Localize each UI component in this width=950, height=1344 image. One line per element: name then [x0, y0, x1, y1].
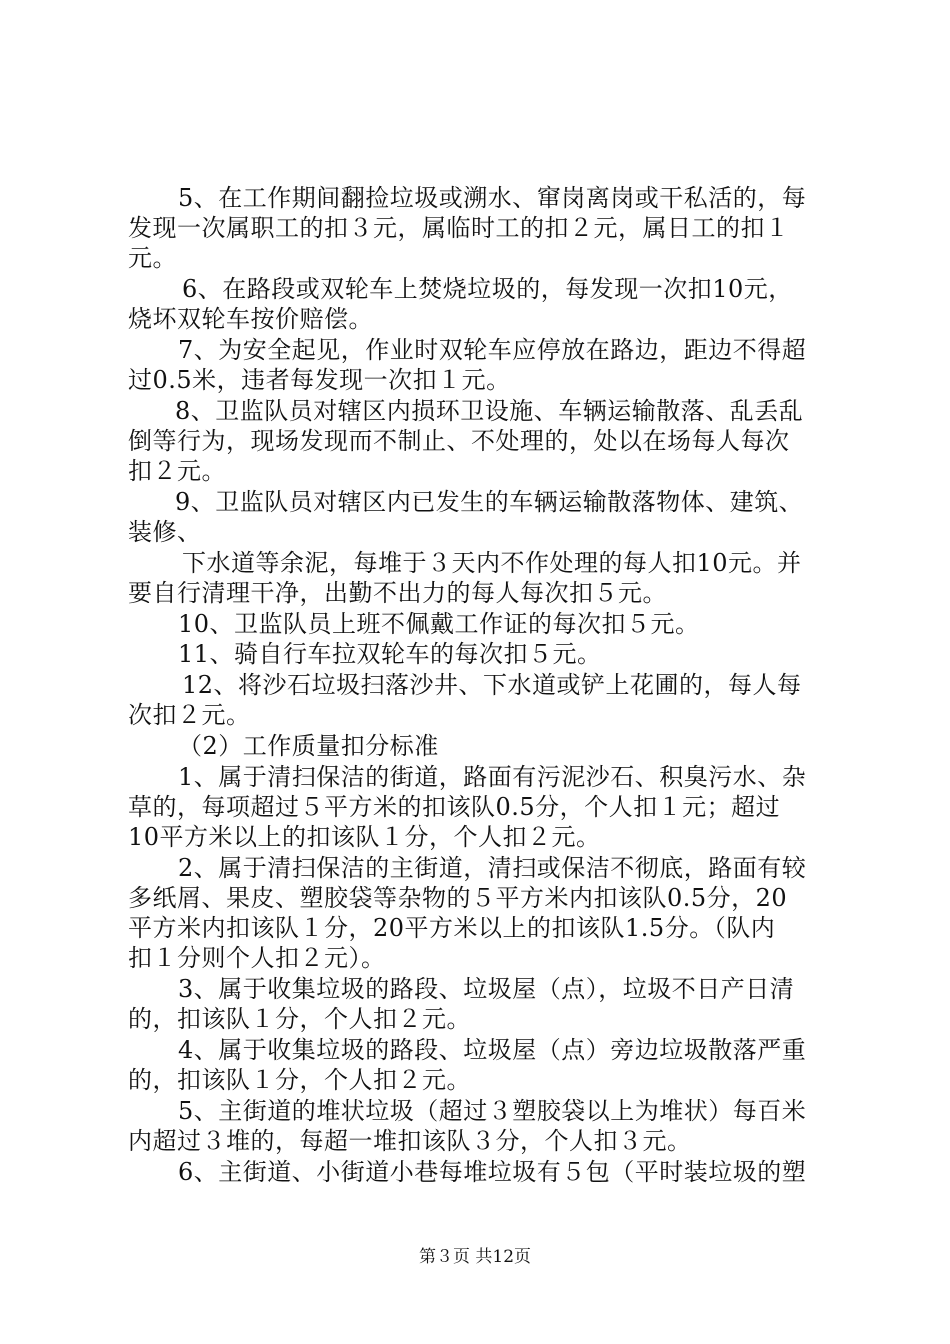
- text-line: 要自行清理干净，出勤不出力的每人每次扣５元。: [128, 579, 667, 607]
- text-line: 5、主街道的堆状垃圾（超过３塑胶袋以上为堆状）每百米: [178, 1097, 807, 1125]
- text-line: 平方米内扣该队１分，20平方米以上的扣该队1.5分。（队内: [128, 914, 776, 942]
- text-line: 内超过３堆的，每超一堆扣该队３分，个人扣３元。: [128, 1127, 692, 1155]
- text-line: 2、属于清扫保洁的主街道，清扫或保洁不彻底，路面有较: [178, 854, 807, 882]
- text-line: 草的，每项超过５平方米的扣该队0.5分，个人扣１元；超过: [128, 793, 781, 821]
- text-line: 的，扣该队１分，个人扣２元。: [128, 1066, 471, 1094]
- text-line: 多纸屑、果皮、塑胶袋等杂物的５平方米内扣该队0.5分，20: [128, 884, 788, 912]
- page-footer: 第３页 共12页: [418, 1247, 532, 1267]
- text-line: 10、卫监队员上班不佩戴工作证的每次扣５元。: [178, 610, 700, 638]
- text-line: 下水道等余泥，每堆于３天内不作处理的每人扣10元。并: [182, 549, 802, 577]
- text-line: 3、属于收集垃圾的路段、垃圾屋（点），垃圾不日产日清: [178, 975, 795, 1003]
- text-line: 的，扣该队１分，个人扣２元。: [128, 1005, 471, 1033]
- text-line: 扣１分则个人扣２元）。: [128, 944, 386, 972]
- text-line: 倒等行为，现场发现而不制止、不处理的，处以在场每人每次: [128, 427, 790, 455]
- text-line: 装修、: [128, 518, 202, 546]
- text-line: 发现一次属职工的扣３元，属临时工的扣２元，属日工的扣１: [128, 214, 790, 242]
- text-line: 次扣２元。: [128, 701, 251, 729]
- text-line: 9、卫监队员对辖区内已发生的车辆运输散落物体、建筑、: [175, 488, 804, 516]
- text-line: 6、在路段或双轮车上焚烧垃圾的，每发现一次扣10元，: [182, 275, 793, 303]
- text-line: 过0.5米，违者每发现一次扣１元。: [128, 366, 511, 394]
- text-line: 10平方米以上的扣该队１分，个人扣２元。: [128, 823, 601, 851]
- text-line: 12、将沙石垃圾扫落沙井、下水道或铲上花圃的，每人每: [182, 671, 802, 699]
- text-line: 8、卫监队员对辖区内损环卫设施、车辆运输散落、乱丢乱: [175, 397, 804, 425]
- text-line: 7、为安全起见，作业时双轮车应停放在路边，距边不得超: [178, 336, 807, 364]
- text-line: 6、主街道、小街道小巷每堆垃圾有５包（平时装垃圾的塑: [178, 1158, 807, 1186]
- text-line: 11、骑自行车拉双轮车的每次扣５元。: [178, 640, 602, 668]
- text-line: 1、属于清扫保洁的街道，路面有污泥沙石、积臭污水、杂: [178, 763, 807, 791]
- text-line: 扣２元。: [128, 457, 226, 485]
- text-line: 5、在工作期间翻捡垃圾或溯水、窜岗离岗或干私活的，每: [178, 184, 807, 212]
- text-line: 元。: [128, 244, 177, 272]
- text-line: （2）工作质量扣分标准: [178, 732, 439, 760]
- text-line: 4、属于收集垃圾的路段、垃圾屋（点）旁边垃圾散落严重: [178, 1036, 807, 1064]
- text-line: 烧坏双轮车按价赔偿。: [128, 305, 373, 333]
